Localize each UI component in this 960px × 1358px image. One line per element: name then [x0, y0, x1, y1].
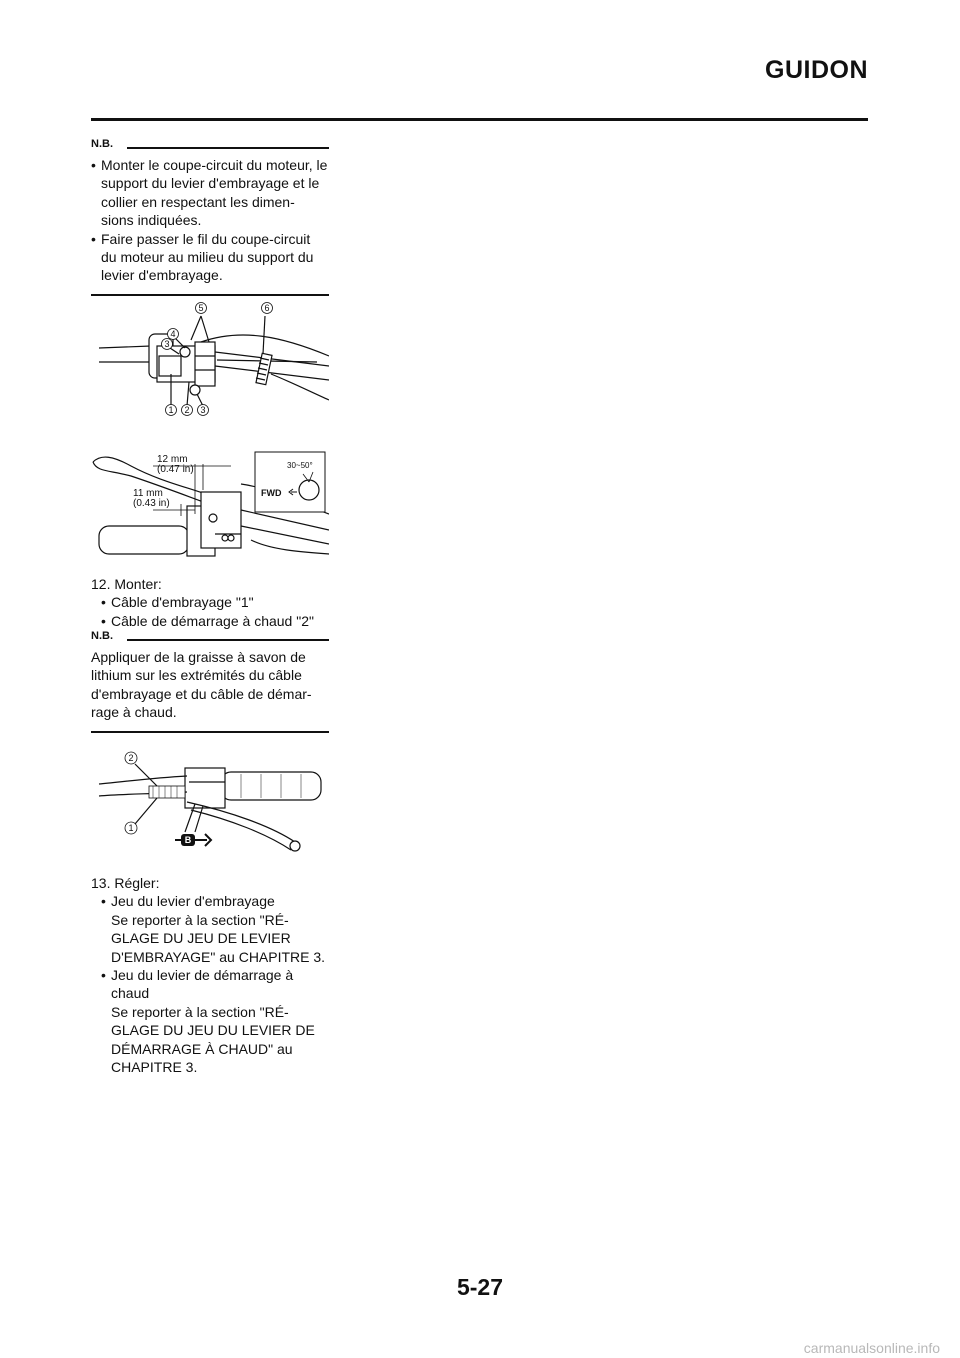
nb-divider	[127, 639, 329, 641]
step12-list	[101, 593, 329, 630]
callout-label: 1	[128, 823, 134, 833]
nb-block-2	[91, 630, 329, 733]
nb-header	[91, 138, 329, 152]
list-item	[101, 892, 329, 966]
figure-cable-greasing	[91, 742, 329, 860]
fwd-label: FWD	[261, 488, 282, 498]
figure-clutch-holder-assembly	[91, 296, 329, 424]
dimension-label: (0.47 in)	[157, 464, 194, 475]
item-body: Se reporter à la section "RÉ- GLAGE DU JEU DU LEVIER DE DÉMARRAGE À CHAUD" au CHAPITRE 3.	[111, 1003, 315, 1076]
nb-label: N.B.	[91, 630, 117, 642]
angle-label: 30~50°	[287, 461, 313, 470]
item-head: • Jeu du levier de démarrage à chaud	[111, 967, 294, 1002]
nb-label: N.B.	[91, 138, 117, 150]
callout-label: 2	[128, 753, 134, 763]
page-number: 5-27	[456, 1274, 504, 1300]
step-title: 13. Régler:	[91, 875, 160, 891]
nb-divider	[127, 147, 329, 149]
watermark: carmanualsonline.info	[803, 1340, 940, 1356]
nb1-list	[91, 156, 329, 285]
list-item	[101, 966, 329, 1076]
item-head: • Jeu du levier d'embrayage	[111, 893, 275, 910]
nb-end-rule	[91, 731, 329, 733]
step-13	[91, 874, 329, 1076]
step-title: 12. Monter:	[91, 576, 162, 592]
callout-label: 4	[170, 329, 176, 339]
nb-block-1	[91, 138, 329, 296]
step13-list	[101, 892, 329, 1076]
callout-label: 5	[198, 303, 204, 313]
callout-label: 2	[184, 405, 190, 415]
callout-label: 3	[164, 339, 170, 349]
page-title: GUIDON	[765, 56, 868, 84]
list-item: • Faire passer le fil du coupe-circuit du moteur au milieu du support du levier d'embrayage.	[91, 230, 329, 285]
item-body: Se reporter à la section "RÉ- GLAGE DU JEU DE LEVIER D'EMBRAYAGE" au CHAPITRE 3.	[111, 911, 326, 965]
nb-header	[91, 630, 329, 644]
figure-dimensions	[91, 444, 329, 564]
callout-label: 3	[200, 405, 206, 415]
dimension-label: 11 mm	[133, 488, 163, 499]
callout-label: 6	[264, 303, 270, 313]
dimension-label: (0.43 in)	[133, 498, 170, 509]
dimension-label: 12 mm	[157, 454, 188, 465]
step-12	[91, 575, 329, 630]
header-rule	[91, 118, 868, 121]
grease-symbol-label: B	[184, 835, 192, 845]
list-item: • Câble de démarrage à chaud "2"	[101, 612, 329, 630]
list-item: • Monter le coupe-circuit du moteur, le support du levier d'embrayage et le collier en respectant les dimen- sions indiquées.	[91, 156, 329, 230]
nb2-text: Appliquer de la graisse à savon de lithium sur les extrémités du câble d'embrayage et du câble de démar- rage à chaud.	[91, 649, 312, 721]
list-item: • Câble d'embrayage "1"	[101, 593, 329, 611]
callout-label: 1	[168, 405, 174, 415]
